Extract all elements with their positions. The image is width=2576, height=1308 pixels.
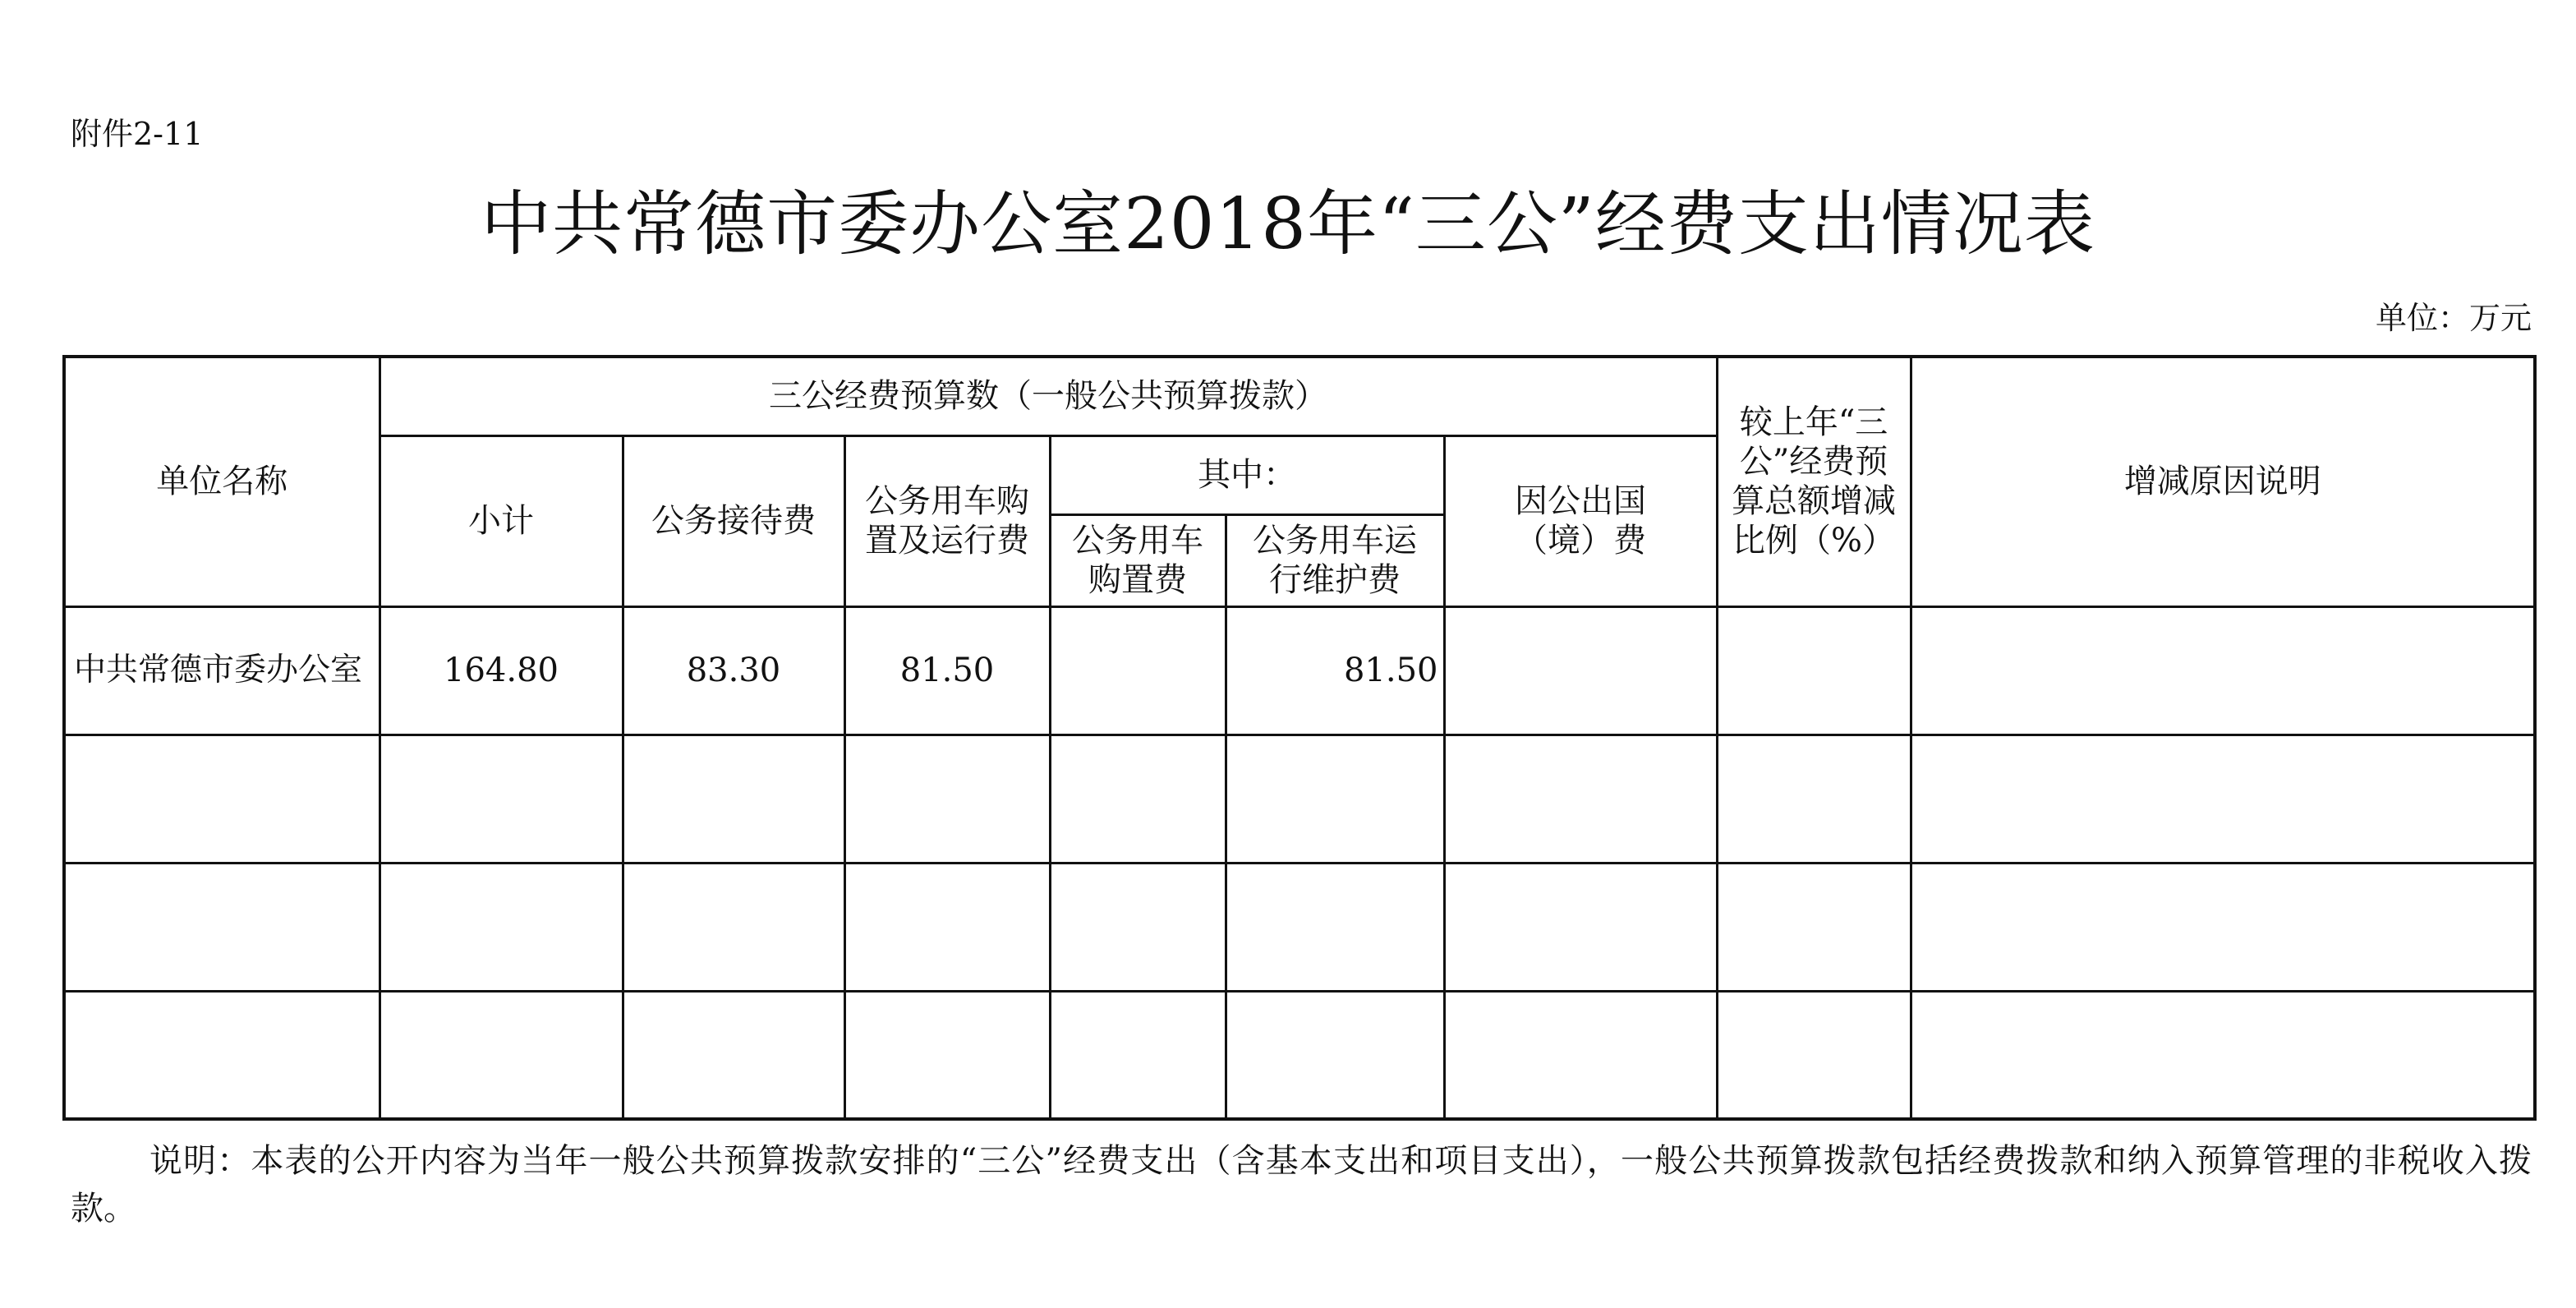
cell-vehicle-total bbox=[844, 991, 1050, 1119]
cell-subtotal bbox=[380, 735, 623, 863]
cell-change-ratio bbox=[1717, 991, 1911, 1119]
cell-vehicle-total bbox=[844, 735, 1050, 863]
cell-unit-name: 中共常德市委办公室 bbox=[64, 606, 380, 735]
header-abroad: 因公出国（境）费 bbox=[1444, 435, 1717, 606]
cell-unit-name bbox=[64, 991, 380, 1119]
header-change-ratio: 较上年“三公”经费预算总额增减比例（%） bbox=[1717, 357, 1911, 606]
cell-vehicle-purchase bbox=[1050, 991, 1226, 1119]
cell-vehicle-total bbox=[844, 863, 1050, 991]
header-subtotal: 小计 bbox=[380, 435, 623, 606]
cell-vehicle-operation bbox=[1226, 991, 1444, 1119]
cell-vehicle-total: 81.50 bbox=[844, 606, 1050, 735]
cell-reception bbox=[623, 735, 844, 863]
cell-reception: 83.30 bbox=[623, 606, 844, 735]
cell-abroad bbox=[1444, 606, 1717, 735]
cell-vehicle-operation: 81.50 bbox=[1226, 606, 1444, 735]
cell-change-reason bbox=[1911, 735, 2535, 863]
table-row bbox=[64, 991, 2535, 1119]
header-reception: 公务接待费 bbox=[623, 435, 844, 606]
cell-abroad bbox=[1444, 735, 1717, 863]
cell-subtotal bbox=[380, 863, 623, 991]
header-budget-group: 三公经费预算数（一般公共预算拨款） bbox=[380, 357, 1717, 435]
cell-change-ratio bbox=[1717, 606, 1911, 735]
header-change-reason: 增减原因说明 bbox=[1911, 357, 2535, 606]
header-vehicle-purchase: 公务用车购置费 bbox=[1050, 514, 1226, 606]
cell-vehicle-operation bbox=[1226, 863, 1444, 991]
cell-change-reason bbox=[1911, 991, 2535, 1119]
page-title: 中共常德市委办公室2018年“三公”经费支出情况表 bbox=[481, 183, 2095, 265]
cell-unit-name bbox=[64, 735, 380, 863]
header-unit-name: 单位名称 bbox=[64, 357, 380, 606]
table-row bbox=[64, 863, 2535, 991]
attachment-label: 附件2-11 bbox=[71, 116, 204, 152]
cell-change-ratio bbox=[1717, 735, 1911, 863]
cell-unit-name bbox=[64, 863, 380, 991]
explanatory-note: 说明：本表的公开内容为当年一般公共预算拨款安排的“三公”经费支出（含基本支出和项目支出），一般公共预算拨款包括经费拨款和纳入预算管理的非税收入拨款。 bbox=[71, 1142, 2532, 1227]
cell-reception bbox=[623, 991, 844, 1119]
cell-vehicle-operation bbox=[1226, 735, 1444, 863]
table-row bbox=[64, 735, 2535, 863]
header-vehicle-total: 公务用车购置及运行费 bbox=[844, 435, 1050, 606]
cell-change-reason bbox=[1911, 606, 2535, 735]
cell-vehicle-purchase bbox=[1050, 606, 1226, 735]
cell-subtotal: 164.80 bbox=[380, 606, 623, 735]
cell-vehicle-purchase bbox=[1050, 735, 1226, 863]
header-vehicle-operation: 公务用车运行维护费 bbox=[1226, 514, 1444, 606]
cell-vehicle-purchase bbox=[1050, 863, 1226, 991]
cell-subtotal bbox=[380, 991, 623, 1119]
cell-change-reason bbox=[1911, 863, 2535, 991]
header-among: 其中： bbox=[1050, 435, 1444, 514]
cell-abroad bbox=[1444, 863, 1717, 991]
cell-abroad bbox=[1444, 991, 1717, 1119]
unit-label: 单位：万元 bbox=[2375, 300, 2532, 336]
table-row bbox=[64, 606, 2535, 735]
cell-change-ratio bbox=[1717, 863, 1911, 991]
three-public-expenses-table bbox=[62, 355, 2537, 1121]
cell-reception bbox=[623, 863, 844, 991]
